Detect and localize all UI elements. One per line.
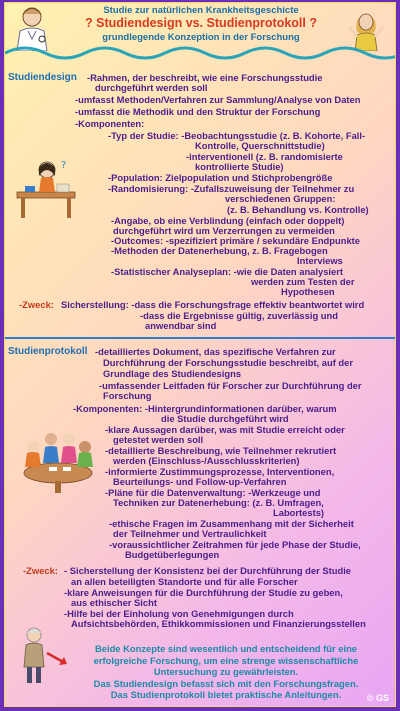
conclusion-line: erfolgreiche Forschung, um eine strenge wissenschaftliche [93, 654, 359, 666]
protocol-line: -detaillierte Beschreibung, wie Teilnehmer rekrutiert [105, 445, 337, 456]
protocol-line: -voraussichtlicher Zeitrahmen für jede Phase der Studie, [109, 539, 361, 550]
design-line: -Rahmen, der beschreibt, wie eine Forschungsstudie [87, 72, 323, 83]
protocol-zweck-line: aus ethischer Sicht [71, 597, 157, 608]
team-meeting-illustration [15, 423, 101, 493]
protocol-zweck-label: -Zweck: [23, 565, 58, 576]
design-line: verschiedenen Gruppen: [225, 193, 336, 204]
conclusion [65, 643, 387, 701]
infographic-card [4, 2, 396, 707]
protocol-line: -informierte Zustimmungsprozesse, Interventionen, [105, 466, 335, 477]
conclusion-line: Das Studienprotokoll bietet praktische Anleitungen. [110, 689, 342, 700]
design-line: durchgeführt wird um Verzerrungen zu vermeiden [113, 225, 335, 236]
protocol-zweck-line: -klare Anweisungen für die Durchführung der Studie zu geben, [64, 587, 343, 598]
header-subtitle-top: Studie zur natürlichen Krankheitsgeschicte [103, 5, 299, 16]
protocol-line: -ethische Fragen im Zusammenhang mit der Sicherheit [109, 518, 354, 529]
conclusion-line: Das Studiendesign befasst sich mit den Forschungsfragen. [93, 677, 359, 689]
design-line: kontrollierte Studie) [195, 161, 284, 172]
design-line: Kontrolle, Querschnittstudie) [195, 140, 325, 151]
protocol-line: Labortests) [273, 507, 325, 518]
protocol-line: Grundlage des Studiendesigns [103, 368, 242, 379]
design-line: -Typ der Studie: -Beobachtungsstudie (z. B. Kohorte, Fall- [108, 130, 366, 141]
protocol-line: getestet werden soll [113, 434, 204, 445]
design-zweck-line: anwendbar sind [145, 320, 217, 331]
protocol-line: -detailliertes Dokument, das spezifische Verfahren zur [95, 346, 336, 357]
protocol-zweck-line: -Hilfe bei der Einholung von Genehmigungen durch [64, 608, 294, 619]
design-zweck-line: Sicherstellung: -dass die Forschungsfrage effektiv beantwortet wird [61, 299, 365, 310]
protocol-line: Budgetüberlegungen [125, 549, 220, 560]
conclusion-line: Untersuchung zu gewährleisten. [153, 666, 299, 677]
page-title: ? Studiendesign vs. Studienprotokoll ? [85, 16, 317, 30]
student-desk-illustration [13, 158, 79, 218]
protocol-line: die Studie durchgeführt wird [161, 413, 289, 424]
protocol-line: -umfassender Leitfaden für Forscher zur Durchführung der [99, 380, 362, 391]
protocol-line: -klare Aussagen darüber, was mit Studie erreicht oder [105, 424, 345, 435]
protocol-line: werden (Einschluss-/Ausschlusskriterien) [113, 455, 300, 466]
design-line: -Angabe, ob eine Verblindung (einfach oder doppelt) [111, 215, 345, 226]
design-zweck-label: -Zweck: [19, 299, 54, 310]
design-line: -Randomisierung: -Zufallszuweisung der Teilnehmer zu [108, 183, 355, 194]
design-zweck-line: -dass die Ergebnisse gültig, zuverlässig und [140, 310, 338, 321]
design-line: Interviews [297, 255, 343, 266]
design-line: durchgeführt werden soll [95, 82, 208, 93]
studiendesign-label: Studiendesign [8, 72, 77, 83]
header-wave [5, 41, 396, 63]
design-line: -interventionell (z. B. randomisierte [186, 151, 343, 162]
copyright-mark: © GS [366, 693, 389, 703]
protocol-line: Beurteilungs- und Follow-up-Verfahren [113, 476, 287, 487]
design-line: werden zum Testen der [251, 276, 355, 287]
section-divider [5, 337, 396, 339]
design-line: -Outcomes: -spezifiziert primäre / sekundäre Endpunkte [111, 235, 361, 246]
protocol-line: -Pläne für die Datenverwaltung: -Werkzeuge und [105, 487, 321, 498]
design-line: -Statistischer Analyseplan: -wie die Daten analysiert [111, 266, 344, 277]
design-line: (z. B. Behandlung vs. Kontrolle) [227, 204, 369, 215]
protocol-zweck-line: an allen beteiligten Standorte und für alle Forscher [71, 576, 298, 587]
protocol-line: Techniken zur Datenerhebung: (z. B. Umfragen, [113, 497, 324, 508]
protocol-line: Forschung [103, 390, 152, 401]
header-subtitle-bottom: grundlegende Konzeption in der Forschung [102, 32, 300, 43]
protocol-line: -Komponenten: -Hintergrundinformationen darüber, warum [73, 403, 337, 414]
design-line: -Komponenten: [75, 118, 145, 129]
protocol-zweck-line: Aufsichtsbehörden, Ethikkommissionen und Finanzierungsstellen [71, 618, 366, 629]
protocol-line: Durchführung der Forschungsstudie beschreibt, auf der [103, 357, 354, 368]
design-line: Hypothesen [281, 286, 335, 297]
design-line: -Methoden der Datenerhebung, z. B. Fragebogen [111, 245, 328, 256]
design-line: -umfasst die Methodik und den Struktur der Forschung [75, 106, 321, 117]
conclusion-line: Beide Konzepte sind wesentlich und entscheidend für eine [94, 643, 358, 654]
protocol-zweck-line: - Sicherstellung der Konsistenz bei der Durchführung der Studie [64, 565, 352, 576]
svg-text:?: ? [61, 160, 67, 171]
studienprotokoll-label: Studienprotokoll [8, 346, 88, 357]
protocol-line: der Teilnehmer und Vertraulichkeit [113, 528, 267, 539]
design-line: -Population: Zielpopulation und Stichprobengröße [108, 172, 333, 183]
design-line: -umfasst Methoden/Verfahren zur Sammlung/Analyse von Daten [75, 94, 361, 105]
